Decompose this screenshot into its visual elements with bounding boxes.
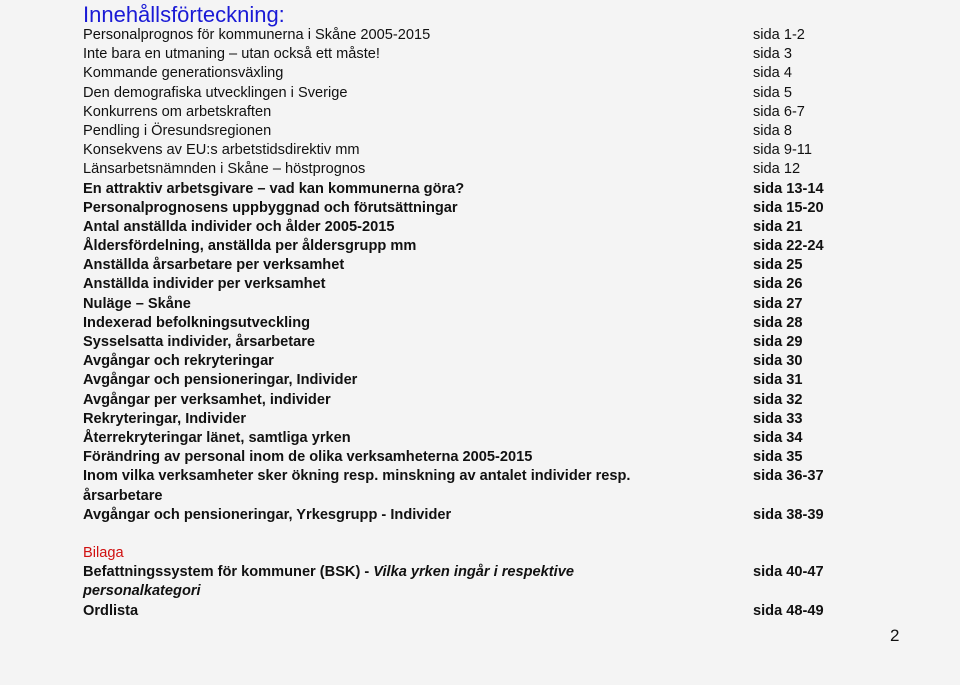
toc-entry [83,84,843,103]
toc-entry-page: sida 33 [753,410,803,427]
toc-entry [83,122,843,141]
toc-entry-page: sida 15-20 [753,199,824,216]
toc-entry [83,218,843,237]
page-title: Innehållsförteckning: [83,2,285,27]
toc-entry-page: sida 28 [753,314,803,331]
toc-entry-title-plain: Befattningssystem för kommuner (BSK) - [83,564,374,581]
toc-entry [83,45,843,64]
toc-entry-title: Avgångar och pensioneringar, Yrkesgrupp - Individer [83,506,452,523]
toc-entry-title: Kommande generationsväxling [83,65,284,82]
toc-entry-page: sida 35 [753,449,803,466]
toc-entry-title: Länsarbetsnämnden i Skåne – höstprognos [83,161,366,178]
toc-entry [83,180,843,199]
toc-entry-page: sida 22-24 [753,238,824,255]
toc-entry-title: Ordlista [83,602,139,619]
toc-entry-title: Förändring av personal inom de olika verksamheterna 2005-2015 [83,449,533,466]
toc-entry [83,256,843,275]
toc-entry-title: Konkurrens om arbetskraften [83,103,272,120]
toc-entry-page: sida 13-14 [753,180,824,197]
toc-entry-page: sida 38-39 [753,506,824,523]
toc-entry-page: sida 6-7 [753,103,805,120]
toc-entry-title: Indexerad befolkningsutveckling [83,314,311,331]
toc-entry-title: Anställda individer per verksamhet [83,276,326,293]
toc-entry-page: sida 25 [753,257,803,274]
toc-entry-title: Personalprognosens uppbyggnad och förutsättningar [83,199,458,216]
toc-entry [83,199,843,218]
toc-entry-title: Rekryteringar, Individer [83,410,247,427]
toc-entry-page: sida 34 [753,429,803,446]
toc-entry-page: sida 40-47 [753,564,824,581]
toc-entry-title: Avgångar per verksamhet, individer [83,391,331,408]
toc-entry [83,371,843,390]
toc-entry-page: sida 32 [753,391,803,408]
toc-entry [83,275,843,294]
toc-entry [83,295,843,314]
toc-entry-page: sida 21 [753,218,803,235]
toc-entry-title: Personalprognos för kommunerna i Skåne 2005-2015 [83,27,431,43]
toc-entry-title: En attraktiv arbetsgivare – vad kan kommunerna göra? [83,180,465,197]
toc-entry-page: sida 26 [753,276,803,293]
toc-entry-title: Inte bara en utmaning – utan också ett måste! [83,46,380,63]
toc-entry [83,333,843,352]
toc-entry-page: sida 31 [753,372,803,389]
toc-entry-page: sida 12 [753,161,801,178]
toc-entry-title-italic: Vilka yrken ingår i respektive personalkategori [83,564,574,600]
toc-entry-page: sida 9-11 [753,142,812,159]
spacer [83,525,843,544]
toc-entry-page: sida 8 [753,122,792,139]
toc-entry-title: Nuläge – Skåne [83,295,191,312]
toc-entry [83,391,843,410]
table-of-contents [83,26,843,621]
toc-entry [83,26,843,45]
toc-entry [83,410,843,429]
toc-entry-title: Sysselsatta individer, årsarbetare [83,334,316,350]
toc-entry-title: Återrekryteringar länet, samtliga yrken [83,429,351,446]
toc-entry-title: Den demografiska utvecklingen i Sverige [83,84,348,101]
toc-entry-page: sida 27 [753,295,803,312]
toc-entry [83,429,843,448]
toc-entry-title [83,563,643,601]
toc-entry-page: sida 5 [753,84,792,101]
toc-entry-title: Pendling i Öresundsregionen [83,122,272,139]
page-number: 2 [890,626,900,645]
toc-entry [83,352,843,371]
toc-entry-title: Åldersfördelning, anställda per åldersgrupp mm [83,238,417,255]
toc-entry [83,64,843,83]
toc-entry [83,141,843,160]
toc-entry-title: Anställda årsarbetare per verksamhet [83,257,345,274]
toc-entry [83,467,843,505]
toc-entry [83,563,843,601]
appendix-heading: Bilaga [83,545,124,562]
toc-entry [83,506,843,525]
toc-entry-title: Inom vilka verksamheter sker ökning resp. minskning av antalet individer resp. årsarbetare [83,468,631,504]
toc-entry-page: sida 48-49 [753,602,824,619]
toc-entry-page: sida 29 [753,334,803,350]
toc-entry-page: sida 36-37 [753,468,824,485]
toc-entry [83,448,843,467]
toc-entry [83,602,843,621]
toc-entry-title: Antal anställda individer och ålder 2005-2015 [83,218,395,235]
toc-entry-title: Avgångar och rekryteringar [83,353,274,370]
toc-entry-title: Avgångar och pensioneringar, Individer [83,372,358,389]
toc-entry-title: Konsekvens av EU:s arbetstidsdirektiv mm [83,142,360,159]
toc-entry-page: sida 1-2 [753,27,805,43]
toc-entry-page: sida 3 [753,46,792,63]
toc-entry [83,160,843,179]
toc-entry [83,314,843,333]
toc-entry [83,237,843,256]
toc-entry-page: sida 4 [753,65,792,82]
toc-entry [83,103,843,122]
toc-entry-page: sida 30 [753,353,803,370]
